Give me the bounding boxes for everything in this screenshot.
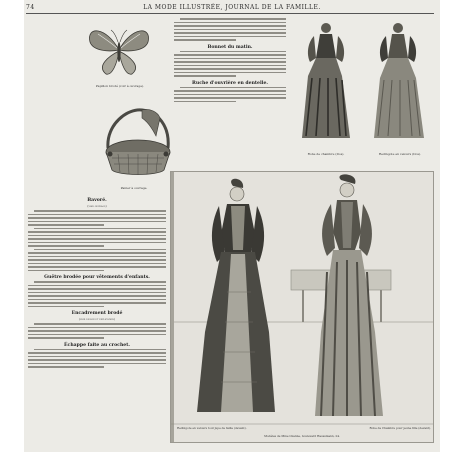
text-line	[28, 292, 166, 294]
fashion-plate-illustration	[171, 172, 433, 442]
text-line	[28, 266, 166, 268]
figure-caption-right: Redingote en velours (Dos).	[378, 152, 422, 156]
text-line	[34, 281, 166, 283]
text-line	[174, 32, 286, 34]
text-line	[28, 221, 166, 223]
header-rule	[26, 13, 434, 14]
text-line	[174, 25, 286, 27]
basket-caption: Panier à ouvrage.	[120, 186, 148, 190]
middle-column-text	[174, 18, 286, 168]
body-paragraph	[28, 249, 166, 272]
text-line	[28, 238, 166, 240]
body-paragraph	[28, 349, 166, 368]
section-heading-echappe: Échappe faite au crochet.	[64, 342, 130, 348]
text-line	[174, 22, 286, 24]
text-line	[28, 337, 104, 339]
text-line	[34, 323, 166, 325]
text-line	[34, 228, 166, 230]
text-line	[180, 18, 286, 20]
text-line	[174, 94, 286, 96]
text-line	[28, 263, 166, 265]
text-line	[28, 334, 166, 336]
body-paragraph	[28, 281, 166, 307]
body-paragraph	[174, 18, 286, 41]
butterfly-illustration	[84, 20, 154, 82]
dress-figure-left	[302, 23, 350, 138]
plate-credit: Modèles de Mme Ozanne, boulevard Haussmann, 24.	[264, 434, 340, 438]
text-line	[28, 214, 166, 216]
text-line	[174, 29, 286, 31]
text-line	[28, 235, 166, 237]
text-line	[174, 54, 286, 56]
page-number: 74	[26, 4, 35, 11]
text-line	[34, 249, 166, 251]
text-line	[28, 302, 166, 304]
text-line	[28, 359, 166, 361]
text-line	[28, 299, 166, 301]
text-line	[28, 356, 166, 358]
figure-caption-left: Robe de chambre (Dos).	[307, 152, 345, 156]
text-line	[34, 349, 166, 351]
text-line	[28, 306, 104, 308]
section-heading-guetre: Guêtre brodée pour vêtements d'enfants.	[44, 275, 150, 280]
text-line	[174, 101, 236, 103]
text-line	[28, 256, 166, 258]
body-paragraph	[28, 228, 166, 247]
text-line	[28, 295, 166, 297]
text-line	[28, 245, 104, 247]
text-line	[174, 61, 286, 63]
magazine-page	[24, 0, 440, 452]
section-heading-ruche: Ruche d'ouvrière en dentelle.	[192, 80, 268, 86]
section-heading-bonnet: Bonnet du matin.	[207, 44, 253, 50]
section-heading-encadrement: Encadrement brodé	[71, 311, 123, 316]
body-paragraph	[28, 323, 166, 339]
text-line	[174, 65, 286, 67]
back-view-dresses-illustration	[288, 18, 436, 150]
section-heading-bavore: Bavoré.	[87, 198, 107, 203]
butterfly-caption: Papillon brodé (voir à ouvrage).	[95, 84, 145, 88]
dress-figure-right	[374, 23, 424, 138]
section-subhead-bavore: (voir ouvrage)	[87, 204, 107, 208]
text-line	[34, 210, 166, 212]
plate-caption-right: Robe de Chambre pour jeune fille (devant).	[369, 426, 431, 430]
text-line	[28, 217, 166, 219]
text-line	[174, 75, 236, 77]
basket-illustration	[98, 104, 178, 184]
text-line	[28, 363, 166, 365]
text-line	[174, 72, 286, 74]
text-line	[28, 231, 166, 233]
text-line	[28, 330, 166, 332]
text-line	[174, 97, 286, 99]
left-column-text	[28, 194, 166, 448]
text-line	[28, 285, 166, 287]
text-line	[174, 39, 236, 41]
text-line	[28, 352, 166, 354]
text-line	[28, 327, 166, 329]
text-line	[174, 68, 286, 70]
text-line	[28, 366, 104, 368]
text-line	[180, 51, 286, 53]
text-line	[28, 224, 104, 226]
text-line	[174, 90, 286, 92]
text-line	[28, 242, 166, 244]
text-line	[174, 36, 286, 38]
section-subhead-encadrement: (voir dessin et explication)	[78, 317, 116, 321]
fashion-plate	[170, 171, 434, 443]
body-paragraph	[174, 87, 286, 103]
body-paragraph	[28, 210, 166, 226]
text-line	[28, 252, 166, 254]
text-line	[174, 58, 286, 60]
text-line	[28, 270, 104, 272]
text-line	[180, 87, 286, 89]
text-line	[28, 288, 166, 290]
body-paragraph	[174, 51, 286, 77]
journal-title: LA MODE ILLUSTRÉE, JOURNAL DE LA FAMILLE.	[143, 4, 321, 11]
text-line	[28, 259, 166, 261]
plate-caption-left: Redingote en velours tout jupe de faille (devant).	[177, 426, 247, 430]
